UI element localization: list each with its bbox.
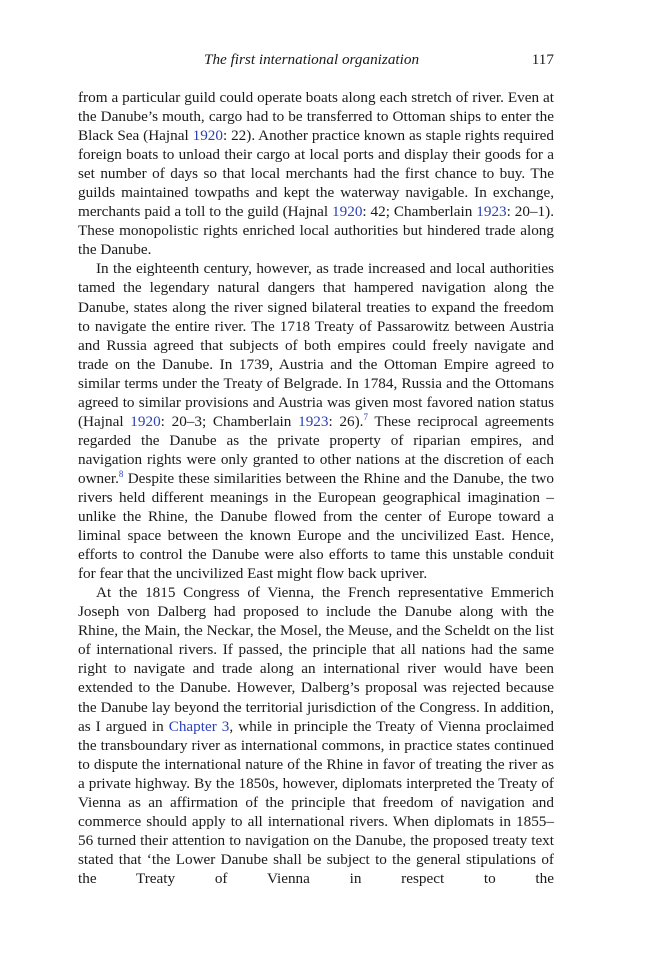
page-number: 117 [531, 51, 554, 68]
text-run: In the eighteenth century, however, as trade increased and local authorities tamed the legendary natural dangers that hampered navigation along the Danube, states along the river signed bilateral treaties to expand the freedom to navigate the entire river. The 1718 Treaty of Passarowitz between Austria and Russia agreed that subjects of both empires could freely navigate and trade on the Danube. In 1739, Austria and the Ottoman Empire agreed to similar terms under the Treaty of Belgrade. In 1784, Russia and the Ottomans agreed to similar provisions and Austria was given most favored nation status (Hajnal [78, 260, 554, 430]
text-run: : 22). Another practice known as staple rights required foreign boats to unload their cargo at local ports and display their goods for a set number of days so that local merchants had the first chance to buy. The guilds maintained towpaths and kept the waterway navigable. In exchange, merchants paid a toll to the guild (Hajnal [78, 127, 554, 221]
citation-link[interactable]: 1923 [476, 203, 507, 221]
text-run: These reciprocal agreements regarded the Danube as the private property of riparian empires, and navigation rights were only granted to other nations at the discretion of each owner. [78, 412, 555, 487]
running-title: The first international organization [204, 51, 420, 68]
text-run: from a particular guild could operate boats along each stretch of river. Even at the Danube’s mouth, cargo had to be transferred to Ottoman ships to enter the Black Sea (Hajnal [78, 89, 554, 145]
page-body [78, 88, 554, 888]
text-run: Despite these similarities between the Rhine and the Danube, the two rivers held different meanings in the European geographical imagination – unlike the Rhine, the Danube flowed from the center of Europe toward a liminal space between the known Europe and the uncivilized East. Hence, efforts to control the Danube were also efforts to tame this unstable conduit for fear that the uncivilized East might flow back upriver. [78, 469, 554, 583]
paragraph-3 [78, 583, 554, 888]
citation-link[interactable]: 1923 [298, 412, 329, 430]
citation-link[interactable]: 1920 [192, 127, 223, 145]
paragraph-2 [78, 259, 554, 583]
text-run: At the 1815 Congress of Vienna, the French representative Emmerich Joseph von Dalberg had proposed to include the Danube along with the Rhine, the Main, the Neckar, the Mosel, the Meuse, and the Scheldt on the list of international rivers. If passed, the principle that all nations had the same right to navigate and trade along an international river would have been extended to the Danube. However, Dalberg’s proposal was rejected because the Danube lay beyond the territorial jurisdiction of the Congress. In addition, as I argued in [78, 584, 554, 735]
footnote-marker[interactable]: 8 [118, 468, 124, 479]
text-run: : 20–3; Chamberlain [160, 412, 299, 430]
text-run: , while in principle the Treaty of Vienna proclaimed the transboundary river as international commons, in practice states continued to dispute the international nature of the Rhine in favor of treating the river as a private highway. By the 1850s, however, diplomats interpreted the Treaty of Vienna as an affirmation of the principle that freedom of navigation and commerce should apply to all international rivers. When diplomats in 1855–56 turned their attention to navigation on the Danube, the proposed treaty text stated that ‘the Lower Danube shall be subject to the general stipulations of the Treaty of Vienna in respect to the [78, 717, 554, 887]
citation-link[interactable]: 1920 [332, 203, 363, 221]
footnote-marker[interactable]: 7 [363, 411, 368, 422]
running-head [78, 50, 554, 70]
chapter-link[interactable]: Chapter 3 [168, 717, 230, 735]
text-run: : 42; Chamberlain [362, 203, 477, 221]
text-run: : 26). [328, 412, 364, 430]
text-run: : 20–1). These monopolistic rights enriched local authorities but hindered trade along the Danube. [78, 203, 555, 259]
paragraph-1 [78, 88, 554, 259]
citation-link[interactable]: 1920 [130, 412, 161, 430]
